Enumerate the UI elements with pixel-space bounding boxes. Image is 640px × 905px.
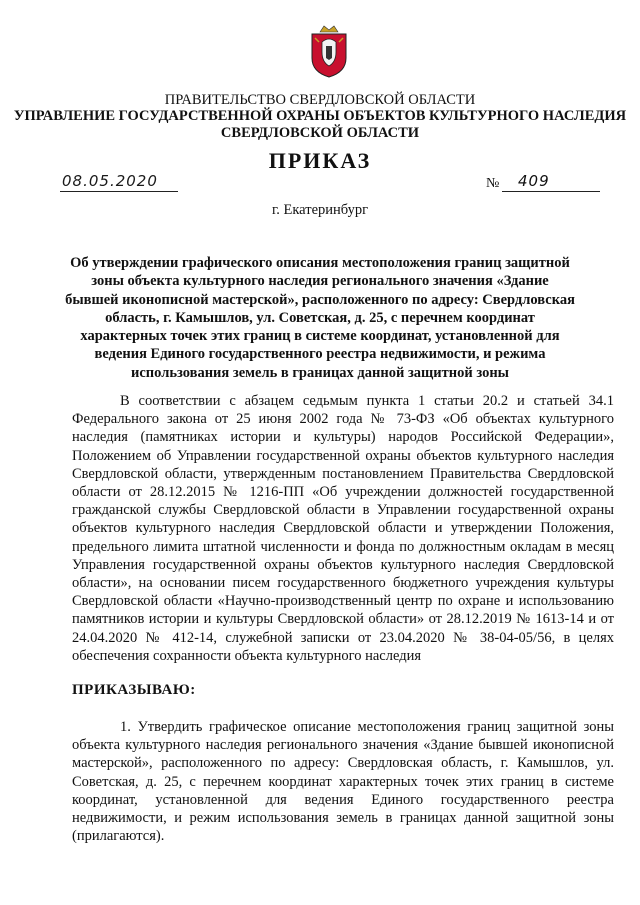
date-underline [60,191,178,192]
order-word: ПРИКАЗЫВАЮ: [72,682,196,698]
preamble-text: В соответствии с абзацем седьмым пункта 1 статьи 20.2 и статьей 34.1 Федерального закона от 25 июня 2002 года № 73-ФЗ «Об объектах культурного наследия (памятниках истории и культуры) народов Российской Федерации», Положением об Управлении государственной охраны объектов культурного наследия Свердловской области, утвержденным постановлением Правительства Свердловской области от 28.12.2015 № 1216-ПП «Об учреждении должностей государственной гражданской службы Свердловской области в Управлении государственной охраны объектов культурного наследия Свердловской области и утверждении Положения, предельного лимита штатной численности и фонда по должностным окладам в месяц Управления государственной охраны объектов культурного наследия Свердловской области», на основании писем государственного бюджетного учреждения культуры Свердловской области «Научно-производственный центр по охране и использованию памятников истории и культуры Свердловской области» от 28.12.2019 № 1613-14 и от 24.04.2020 № 412-14, служебной записки от 23.04.2020 № 38-04-05/56, в целях обеспечения сохранности объекта культурного наследия [72,393,614,664]
city: г. Екатеринбург [271,202,369,218]
department-line-2: СВЕРДЛОВСКОЙ ОБЛАСТИ [220,125,420,141]
number-field [502,172,600,194]
coat-of-arms-icon [306,22,352,78]
department-line-1: УПРАВЛЕНИЕ ГОСУДАРСТВЕННОЙ ОХРАНЫ ОБЪЕКТОВ КУЛЬТУРНОГО НАСЛЕДИЯ [13,108,627,124]
order-item-1 [72,718,614,845]
document-title: ПРИКАЗ [268,148,372,173]
order-subject: Об утверждении графического описания местоположения границ защитной зоны объекта культурного наследия регионального значения «Здание бывшей иконописной мастерской», расположенного по адресу: Свердловская область, г. Камышлов, ул. Советская, д. 25, с перечнем координат характерных точек этих границ в системе координат, установленной для ведения Единого государственного реестра недвижимости, и режима использования земель в границах данной защитной зоны [65,255,575,381]
number-underline [502,191,600,192]
government-name: ПРАВИТЕЛЬСТВО СВЕРДЛОВСКОЙ ОБЛАСТИ [164,92,476,108]
order-item-1-text: 1. Утвердить графическое описание местоположения границ защитной зоны объекта культурного наследия регионального значения «Здание бывшей иконописной мастерской», расположенного по адресу: Свердловская область, г. Камышлов, ул. Советская, д. 25, с перечнем координат характерных точек этих границ в системе координат, установленной для ведения Единого государственного реестра недвижимости, и режим использования земель в границах данной защитной зоны (прилагаются). [72,719,614,845]
handwritten-date: 08.05.2020 [62,172,158,190]
preamble [72,392,614,665]
department-name [0,108,640,142]
date-field [60,172,180,194]
number-label: № [486,176,500,191]
handwritten-number: 409 [518,172,550,190]
